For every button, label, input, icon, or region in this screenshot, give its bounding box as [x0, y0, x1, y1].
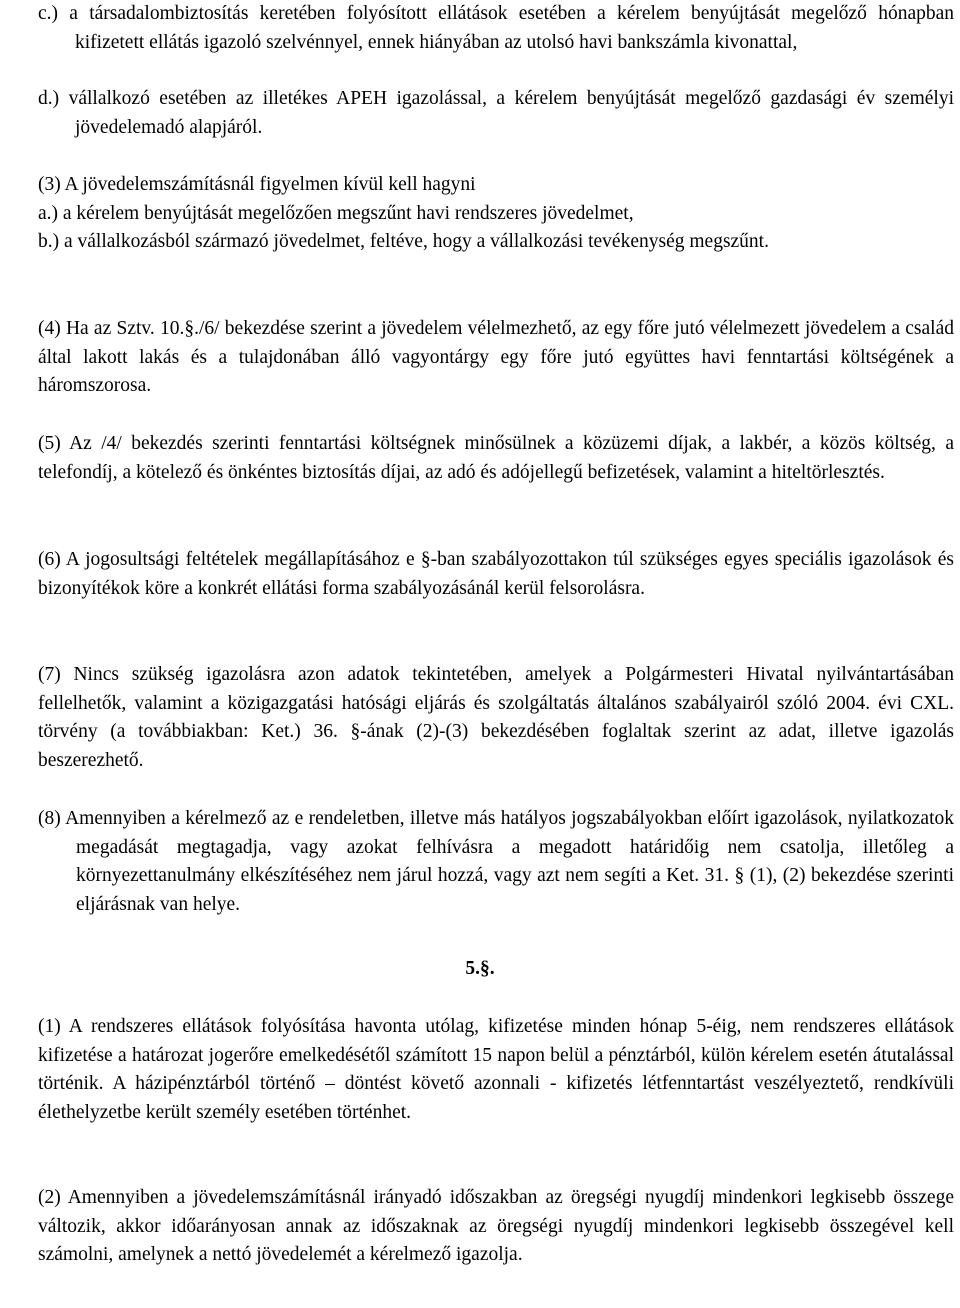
para-3-item-a: a.) a kérelem benyújtását megelőzően megszűnt havi rendszeres jövedelmet, [38, 203, 634, 224]
section-heading: 5.§. [465, 958, 495, 979]
para-8: (8) Amennyiben a kérelmező az e rendeletben, illetve más hatályos jogszabályokban előírt igazolások, nyilatkozatok megadását megtagadja, vagy azokat felhívásra a megadott határidőig nem csatolja, illetőleg a környezettanulmány elkészítéséhez nem járul hozzá, vagy azt nem segíti a Ket. 31. § (1), (2) bekezdése szerinti eljárásnak van helye. [38, 808, 954, 915]
item-d: d.) vállalkozó esetében az illetékes APEH igazolással, a kérelem benyújtását megelőző gazdasági év személyi jövedelemadó alapjáról. [38, 88, 954, 138]
para-6: (6) A jogosultsági feltételek megállapításához e §-ban szabályozottakon túl szükséges egyes speciális igazolások és bizonyítékok köre a konkrét ellátási forma szabályozásánál kerül felsorolásra. [38, 549, 954, 599]
para-4: (4) Ha az Sztv. 10.§./6/ bekezdése szerint a jövedelem vélelmezhető, az egy főre jutó vélelmezett jövedelem a család által lakott lakás és a tulajdonában álló vagyontárgy egy főre jutó együttes havi fenntartási költségének a háromszorosa. [38, 318, 954, 397]
para-3-intro: (3) A jövedelemszámításnál figyelmen kívül kell hagyni [38, 174, 476, 195]
para-3-item-b: b.) a vállalkozásból származó jövedelmet, feltéve, hogy a vállalkozási tevékenység megszűnt. [38, 231, 769, 252]
para-7: (7) Nincs szükség igazolásra azon adatok tekintetében, amelyek a Polgármesteri Hivatal nyilvántartásában fellelhetők, valamint a közigazgatási hatósági eljárás és szolgáltatás általános szabályairól szóló 2004. évi CXL. törvény (a továbbiakban: Ket.) 36. §-ának (2)-(3) bekezdésében foglaltak szerint az adat, illetve igazolás beszerezhető. [38, 664, 954, 771]
item-c: c.) a társadalombiztosítás keretében folyósított ellátások esetében a kérelem benyújtását megelőző hónapban kifizetett ellátás igazoló szelvénnyel, ennek hiányában az utolsó havi bankszámla kivonattal, [38, 3, 954, 53]
section-para-1: (1) A rendszeres ellátások folyósítása havonta utólag, kifizetése minden hónap 5-éig, nem rendszeres ellátások kifizetése a határozat jogerőre emelkedésétől számított 15 napon belül a pénztárból, külön kérelem esetén átutalással történik. A házipénztárból történő – döntést követő azonnali - kifizetés létfenntartást veszélyeztető, rendkívüli élethelyzetbe került személy esetében történhet. [38, 1016, 954, 1123]
para-5: (5) Az /4/ bekezdés szerinti fenntartási költségnek minősülnek a közüzemi díjak, a lakbér, a közös költség, a telefondíj, a kötelező és önkéntes biztosítás díjai, az adó és adójellegű befizetések, valamint a hiteltörlesztés. [38, 433, 954, 483]
section-para-2: (2) Amennyiben a jövedelemszámításnál irányadó időszakban az öregségi nyugdíj mindenkori legkisebb összege változik, akkor időarányosan annak az időszaknak az öregségi nyugdíj mindenkori legkisebb összegével kell számolni, amelynek a nettó jövedelemét a kérelmező igazolja. [38, 1187, 954, 1266]
